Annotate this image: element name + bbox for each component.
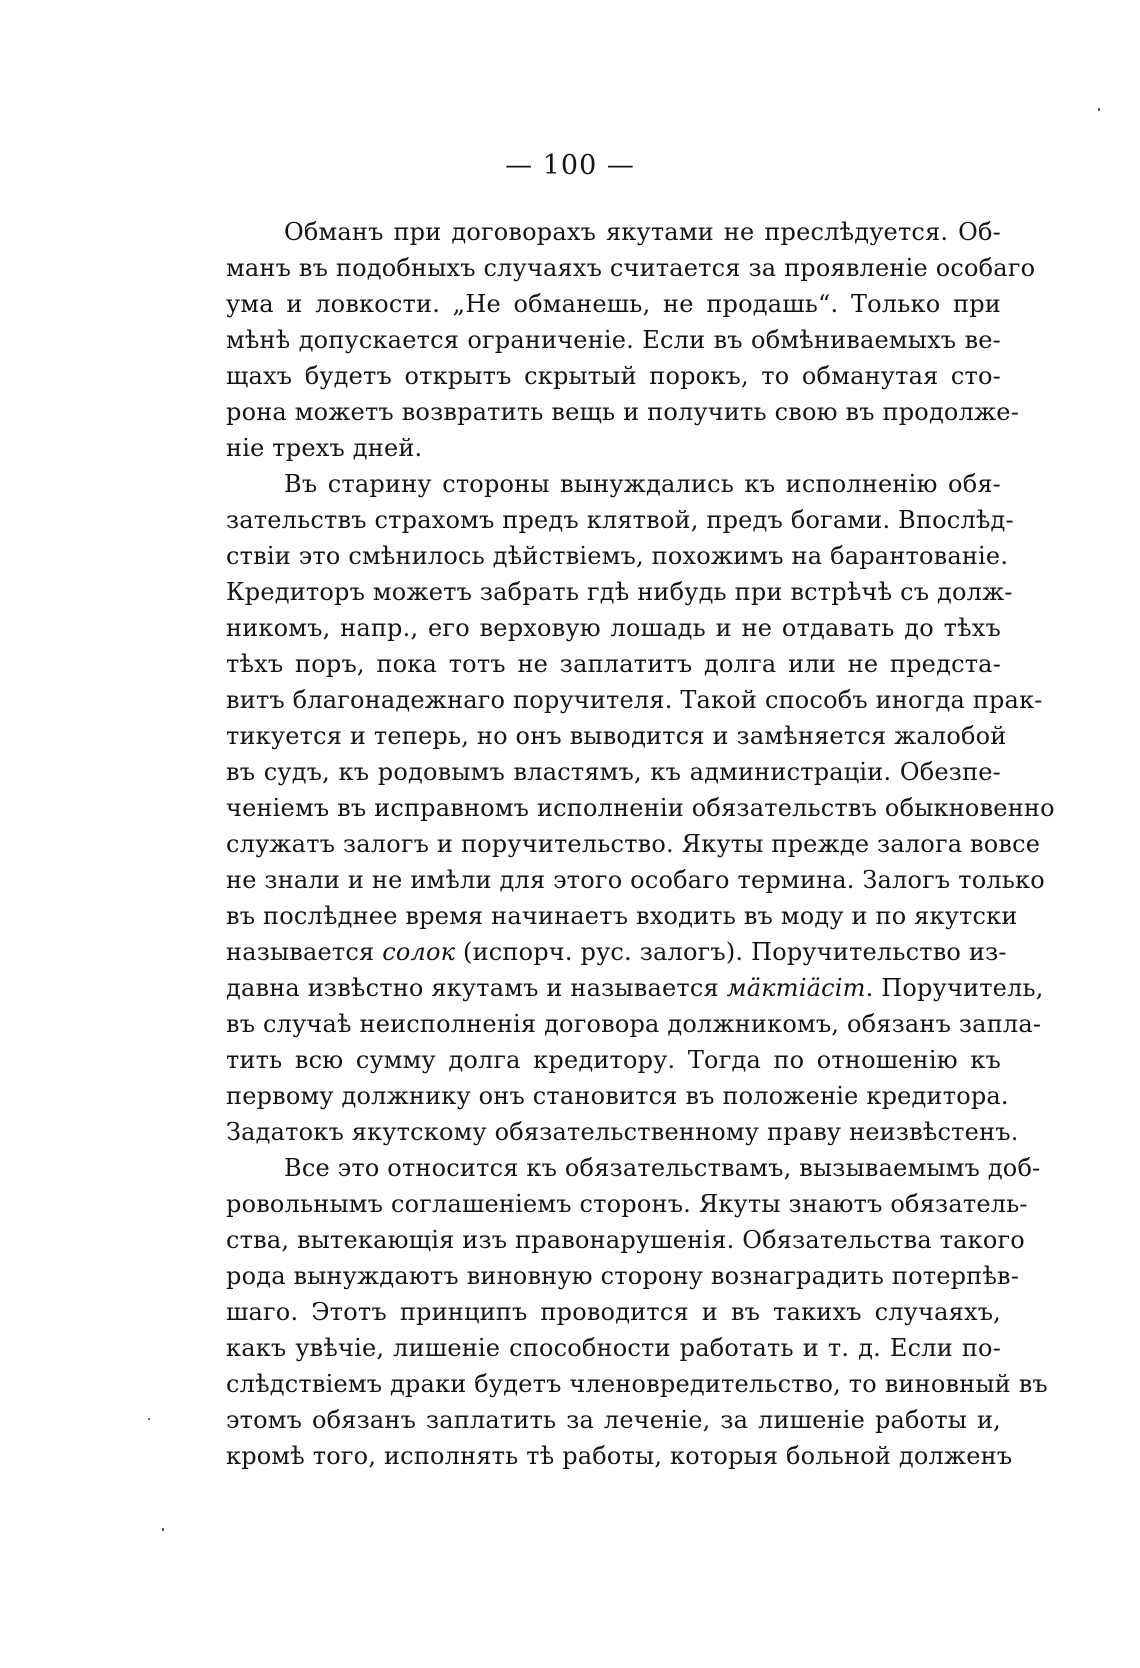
text-line: ума и ловкости. „Не обманешь, не продашь“. Только при: [226, 290, 1001, 318]
text-fragment: . Поручитель,: [865, 974, 1044, 1002]
text-line: этомъ обязанъ заплатить за леченіе, за лишеніе работы и,: [226, 1406, 1001, 1434]
text-line: не знали и не имѣли для этого особаго термина. Залогъ только: [226, 866, 1045, 894]
text-line: ствіи это смѣнилось дѣйствіемъ, похожимъ на барантованіе.: [226, 542, 1009, 570]
body-text: [226, 214, 1055, 1474]
page-number: — 100 —: [505, 150, 635, 181]
text-line: Все это относится къ обязательствамъ, вызываемымъ доб-: [284, 1154, 1041, 1182]
text-line: манъ въ подобныхъ случаяхъ считается за проявленіе особаго: [226, 254, 1036, 282]
scan-speck: [148, 1418, 150, 1420]
text-line-with-term: [226, 934, 1007, 970]
text-line: мѣнѣ допускается ограниченіе. Если въ обмѣниваемыхъ ве-: [226, 326, 1001, 354]
text-line: служатъ залогъ и поручительство. Якуты прежде залога вовсе: [226, 830, 1041, 858]
text-line: зательствъ страхомъ предъ клятвой, предъ богами. Впослѣд-: [226, 506, 1014, 534]
text-line: шаго. Этотъ принципъ проводится и въ такихъ случаяхъ,: [226, 1298, 1001, 1326]
text-line: ченіемъ въ исправномъ исполненіи обязательствъ обыкновенно: [226, 794, 1055, 822]
text-line: рона можетъ возвратить вещь и получить свою въ продолже-: [226, 398, 1020, 426]
text-line: тѣхъ поръ, пока тотъ не заплатитъ долга или не предста-: [226, 650, 1001, 678]
text-fragment: называется: [226, 938, 383, 966]
text-line: въ судъ, къ родовымъ властямъ, къ администраціи. Обезпе-: [226, 758, 1001, 786]
yakut-term: солок: [382, 938, 456, 966]
text-line: рода вынуждаютъ виновную сторону вознаградить потерпѣв-: [226, 1262, 1020, 1290]
text-line: первому должнику онъ становится въ положеніе кредитора.: [226, 1082, 1009, 1110]
scan-speck: [162, 1528, 164, 1531]
text-line: Обманъ при договорахъ якутами не преслѣдуется. Об-: [284, 218, 1001, 246]
text-line: Въ старину стороны вынуждались къ исполненію обя-: [284, 470, 1001, 498]
text-fragment: (испорч. рус. залогъ). Поручительство из-: [455, 938, 1007, 966]
text-line: тить всю сумму долга кредитору. Тогда по отношенію къ: [226, 1046, 1001, 1074]
text-line: какъ увѣчіе, лишеніе способности работать и т. д. Если по-: [226, 1334, 1001, 1362]
text-line: тикуется и теперь, но онъ выводится и замѣняется жалобой: [226, 722, 1007, 750]
text-line: Кредиторъ можетъ забрать гдѣ нибудь при встрѣчѣ съ долж-: [226, 578, 1013, 606]
text-line: кромѣ того, исполнять тѣ работы, которыя больной долженъ: [226, 1442, 1013, 1470]
text-line-with-term: [226, 970, 1044, 1006]
yakut-term: мäктiäсiт: [726, 974, 866, 1002]
scan-speck: [1098, 108, 1100, 111]
text-line: въ послѣднее время начинаетъ входить въ моду и по якутски: [226, 902, 1018, 930]
text-line: витъ благонадежнаго поручителя. Такой способъ иногда прак-: [226, 686, 1043, 714]
text-fragment: давна извѣстно якутамъ и называется: [226, 974, 727, 1002]
text-line: слѣдствіемъ драки будетъ членовредительство, то виновный въ: [226, 1370, 1048, 1398]
text-line: ства, вытекающія изъ правонарушенія. Обязательства такого: [226, 1226, 1025, 1254]
text-line: никомъ, напр., его верховую лошадь и не отдавать до тѣхъ: [226, 614, 1001, 642]
text-line: Задатокъ якутскому обязательственному праву неизвѣстенъ.: [226, 1118, 1019, 1146]
text-line: ровольнымъ соглашеніемъ сторонъ. Якуты знаютъ обязатель-: [226, 1190, 1028, 1218]
text-line: щахъ будетъ открытъ скрытый порокъ, то обманутая сто-: [226, 362, 1001, 390]
text-line: въ случаѣ неисполненія договора должникомъ, обязанъ запла-: [226, 1010, 1042, 1038]
text-line: ніе трехъ дней.: [226, 434, 423, 462]
